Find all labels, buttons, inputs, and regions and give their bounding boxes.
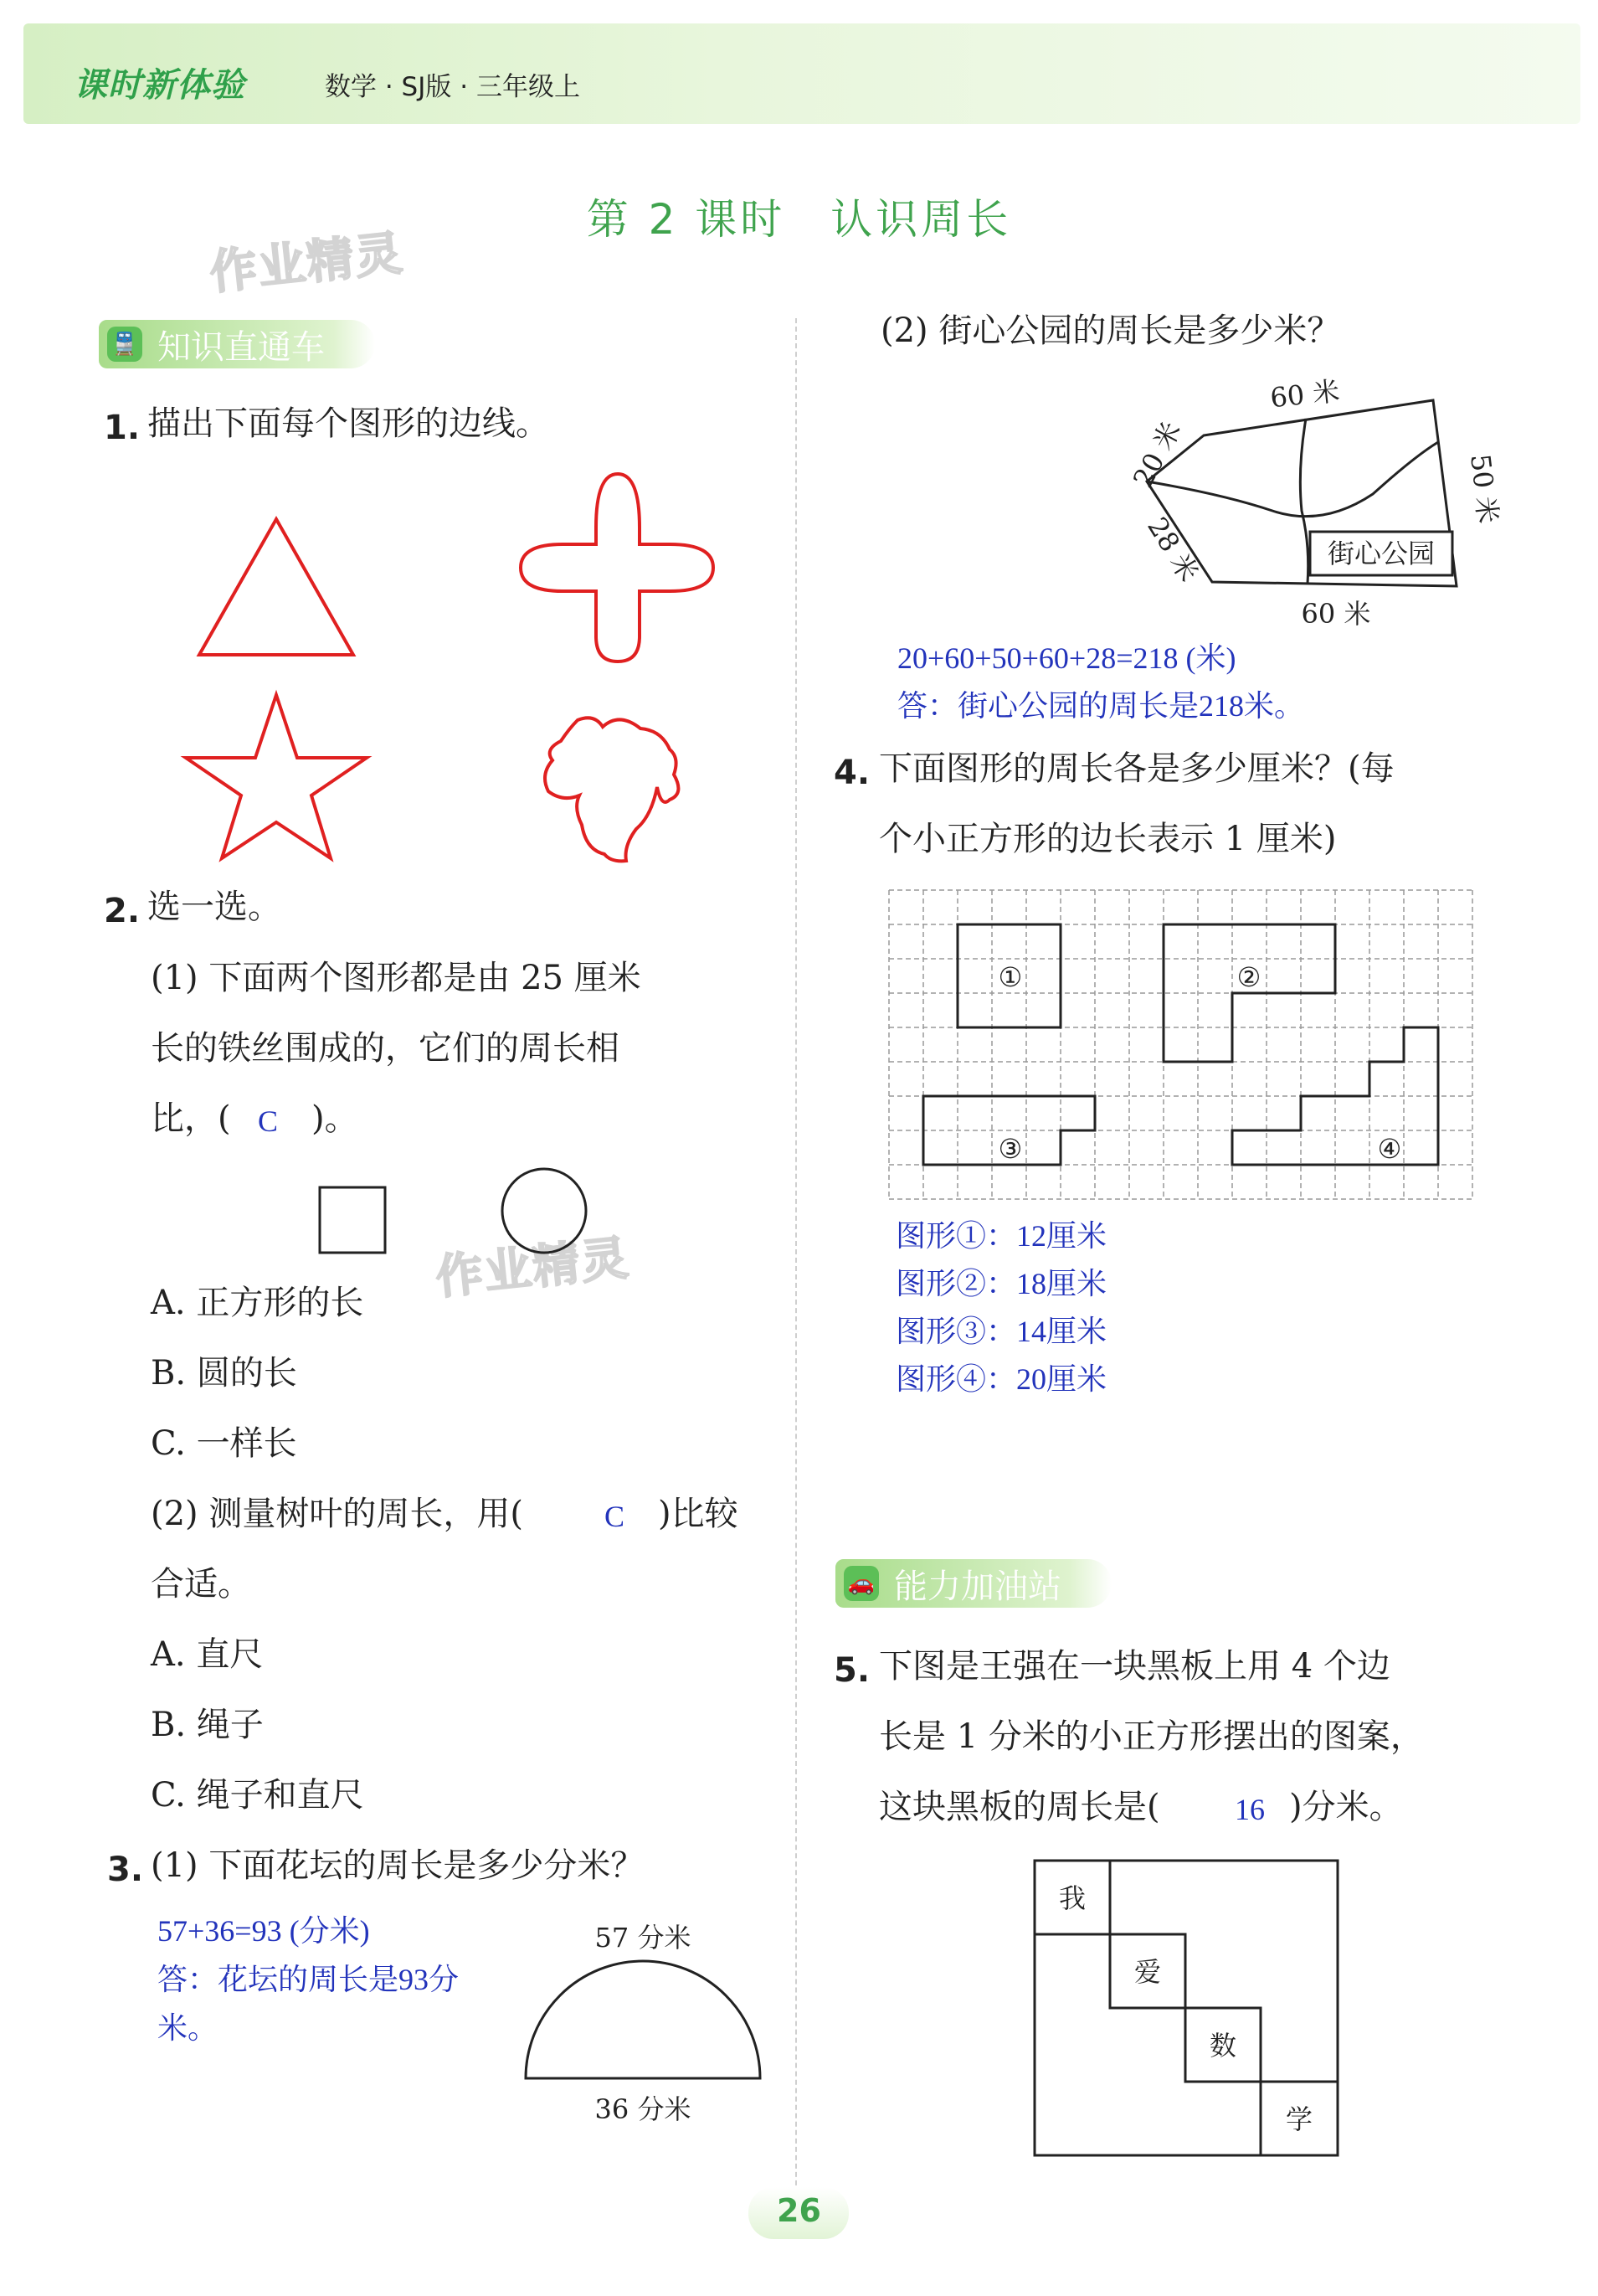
- bottom-side-label: 60 米: [1301, 598, 1371, 630]
- question-text: (1) 下面两个图形都是由 25 厘米: [151, 959, 641, 997]
- question-number: 1.: [104, 409, 141, 447]
- answer-text: 16: [1235, 1793, 1265, 1826]
- car-icon: 🚗: [844, 1566, 879, 1601]
- question-text: (2) 测量树叶的周长，用(: [151, 1495, 523, 1533]
- shape-label: ④: [1377, 1133, 1402, 1165]
- answer-text: 图形③：14厘米: [896, 1315, 1107, 1348]
- watermark: 作业精灵: [207, 226, 407, 301]
- question-number: 2.: [104, 892, 141, 930]
- shape-label: ②: [1236, 961, 1261, 993]
- question-text: (2) 街心公园的周长是多少米？: [881, 311, 1341, 350]
- answer-text: 米。: [157, 2011, 218, 2045]
- road-line: [1147, 442, 1438, 517]
- question-text: )。: [311, 1099, 358, 1138]
- option-text: A. 直尺: [151, 1635, 264, 1674]
- option-text: B. 圆的长: [151, 1354, 297, 1393]
- option-text: B. 绳子: [151, 1706, 264, 1744]
- option-text: C. 一样长: [151, 1424, 297, 1463]
- question-text: 选一选。: [147, 888, 281, 926]
- question-text: 合适。: [151, 1565, 251, 1604]
- question-text: 个小正方形的边长表示 1 厘米): [879, 820, 1337, 858]
- section-label: 能力加油站: [894, 1567, 1061, 1606]
- answer-text: 答：街心公园的周长是218米。: [897, 689, 1305, 723]
- train-icon: 🚆: [107, 327, 142, 362]
- shape-2: [1164, 924, 1335, 1062]
- answer-text: 图形②：18厘米: [896, 1267, 1107, 1300]
- section-tag-ability: [835, 1559, 1112, 1608]
- question-number: 3.: [107, 1851, 144, 1889]
- lower-left-side-label: 28 米: [1141, 511, 1205, 588]
- question-text: )比较: [658, 1495, 738, 1533]
- brand-logo: 课时新体验: [74, 66, 245, 105]
- arc-length-label: 57 分米: [594, 1922, 691, 1954]
- option-text: A. 正方形的长: [151, 1284, 364, 1322]
- cell-char: 数: [1209, 2030, 1237, 2062]
- section-label: 知识直通车: [157, 327, 325, 367]
- perimeter-grid: [889, 890, 1475, 1202]
- question-text: 下图是王强在一块黑板上用 4 个边: [879, 1647, 1390, 1686]
- top-side-label: 60 米: [1268, 374, 1342, 414]
- answer-text: 20+60+50+60+28=218 (米): [897, 641, 1236, 675]
- question-text: 下面图形的周长各是多少厘米？(每: [879, 749, 1395, 788]
- question-text: 长是 1 分米的小正方形摆出的图案，: [879, 1717, 1424, 1756]
- answer-text: C: [258, 1104, 279, 1138]
- cell-char: 爱: [1133, 1956, 1162, 1988]
- upper-left-side-label: 20 米: [1127, 416, 1188, 493]
- question-text: 描出下面每个图形的边线。: [147, 404, 549, 443]
- question-text: )分米。: [1289, 1788, 1403, 1826]
- lesson-title: 第 2 课时 认识周长: [586, 195, 1012, 244]
- question-number: 4.: [834, 754, 871, 792]
- answer-text: 57+36=93 (分米): [157, 1914, 370, 1948]
- answer-text: 答：花坛的周长是93分: [157, 1963, 460, 1996]
- answer-text: 图形④：20厘米: [896, 1362, 1107, 1396]
- park-sign-label: 街心公园: [1327, 538, 1436, 569]
- base-length-label: 36 分米: [594, 2093, 691, 2125]
- shape-label: ①: [998, 961, 1023, 993]
- page-number: 26: [777, 2192, 821, 2229]
- option-text: C. 绳子和直尺: [151, 1776, 364, 1815]
- question-number: 5.: [834, 1651, 871, 1690]
- road-line: [1300, 419, 1308, 584]
- shape-label: ③: [998, 1133, 1023, 1165]
- subject-label: 数学 · SJ版 · 三年级上: [325, 72, 580, 102]
- answer-text: 图形①：12厘米: [896, 1219, 1107, 1253]
- question-text: 这块黑板的周长是(: [879, 1788, 1160, 1826]
- right-side-label: 50 米: [1464, 452, 1504, 526]
- watermark: 作业精灵: [433, 1231, 633, 1305]
- question-text: (1) 下面花坛的周长是多少分米？: [151, 1846, 645, 1885]
- cell-char: 学: [1285, 2103, 1313, 2135]
- question-text: 比，(: [151, 1099, 231, 1138]
- question-text: 长的铁丝围成的，它们的周长相: [151, 1029, 619, 1068]
- cell-char: 我: [1058, 1882, 1087, 1914]
- answer-text: C: [604, 1500, 625, 1533]
- blackboard-diagram: [1031, 1857, 1341, 2160]
